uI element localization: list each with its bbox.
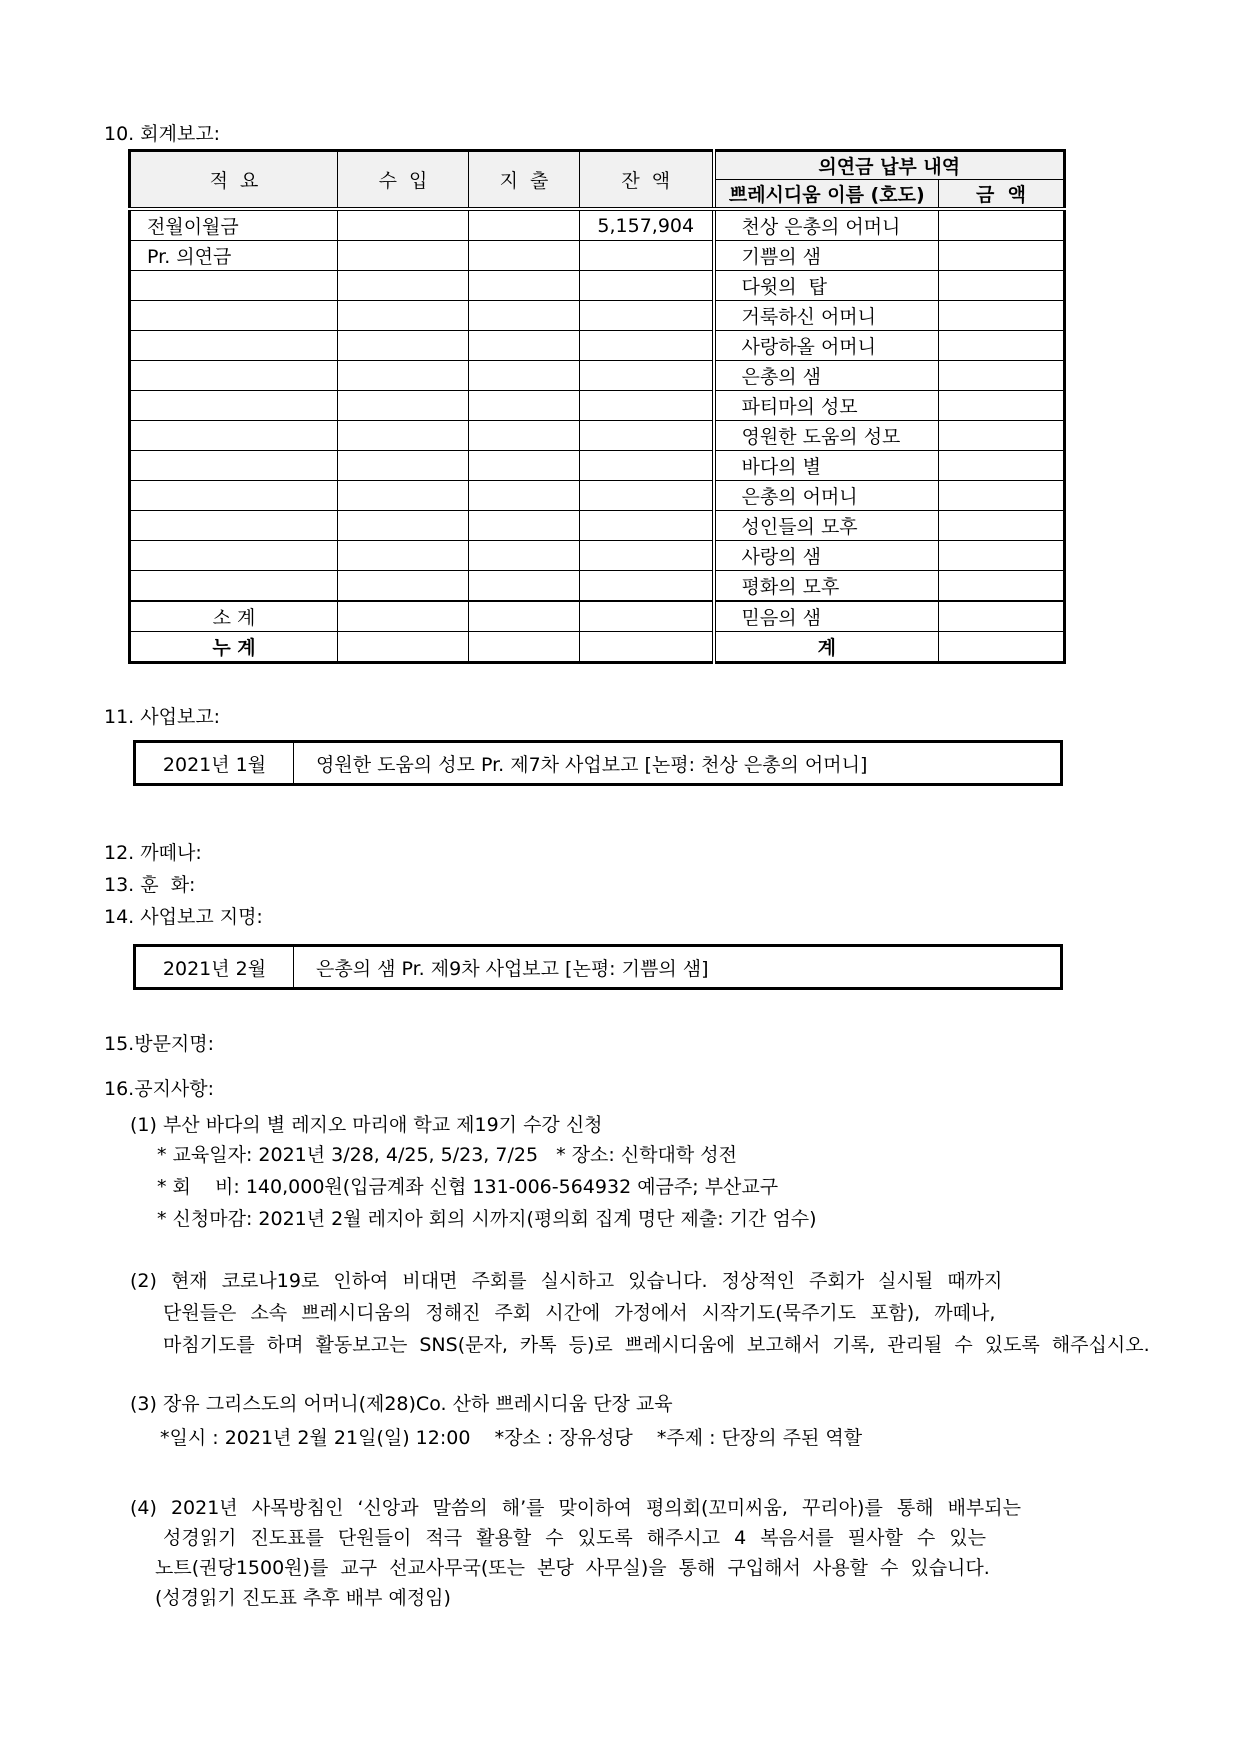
total-row [130, 632, 1065, 663]
presidium-cell: 계 [714, 632, 939, 663]
balance-cell [580, 271, 714, 301]
summary-cell [130, 331, 338, 361]
presidium-cell: 바다의 별 [714, 451, 939, 481]
amount-cell [939, 541, 1065, 571]
column-header-balance: 잔 액 [580, 151, 714, 210]
column-header-presidium: 쁘레시디움 이름 (호도) [714, 180, 939, 210]
presidium-cell: 기쁨의 샘 [714, 241, 939, 271]
balance-cell [580, 571, 714, 602]
notice-2-line1: (2) 현재 코로나19로 인하여 비대면 주회를 실시하고 있습니다. 정상적인 주회가 실시될 때까지 [130, 1270, 1003, 1292]
balance-cell [580, 632, 714, 663]
expense-cell [469, 331, 580, 361]
income-cell [338, 271, 469, 301]
expense-cell [469, 571, 580, 602]
table-row [135, 946, 1062, 989]
section-10-heading: 10. 회계보고: [104, 123, 221, 145]
table-row [130, 301, 1065, 331]
income-cell [338, 421, 469, 451]
table-row [130, 571, 1065, 602]
expense-cell [469, 271, 580, 301]
presidium-cell: 거룩하신 어머니 [714, 301, 939, 331]
amount-cell [939, 421, 1065, 451]
summary-cell [130, 421, 338, 451]
notice-1-title: (1) 부산 바다의 별 레지오 마리애 학교 제19기 수강 신청 [130, 1114, 603, 1136]
notice-1-deadline-line: * 신청마감: 2021년 2월 레지아 회의 시까지(평의회 집계 명단 제출: 기간 엄수) [157, 1208, 817, 1230]
amount-cell [939, 391, 1065, 421]
column-header-income: 수 입 [338, 151, 469, 210]
notice-4-line3: 노트(권당1500원)를 교구 선교사무국(또는 본당 사무실)을 통해 구입해서 사용할 수 있습니다. [155, 1557, 990, 1579]
notice-1-fee-line: * 회 비: 140,000원(입금계좌 신협 131-006-564932 예금주; 부산교구 [157, 1176, 779, 1198]
amount-cell [939, 331, 1065, 361]
notice-3-title: (3) 장유 그리스도의 어머니(제28)Co. 산하 쁘레시디움 단장 교육 [130, 1393, 673, 1415]
presidium-cell: 사랑하올 어머니 [714, 331, 939, 361]
amount-cell [939, 632, 1065, 663]
report-description-cell: 영원한 도움의 성모 Pr. 제7차 사업보고 [논평: 천상 은총의 어머니] [294, 742, 1062, 785]
balance-cell [580, 541, 714, 571]
income-cell [338, 209, 469, 241]
income-cell [338, 301, 469, 331]
income-cell [338, 451, 469, 481]
summary-cell: 전월이월금 [130, 209, 338, 241]
income-cell [338, 601, 469, 632]
expense-cell [469, 451, 580, 481]
balance-cell [580, 391, 714, 421]
expense-cell [469, 511, 580, 541]
balance-cell [580, 511, 714, 541]
summary-cell [130, 511, 338, 541]
income-cell [338, 361, 469, 391]
expense-cell [469, 241, 580, 271]
balance-cell [580, 331, 714, 361]
table-row [130, 541, 1065, 571]
expense-cell [469, 601, 580, 632]
expense-cell [469, 632, 580, 663]
summary-cell [130, 541, 338, 571]
amount-cell [939, 301, 1065, 331]
income-cell [338, 331, 469, 361]
income-cell [338, 541, 469, 571]
expense-cell [469, 391, 580, 421]
table-row [130, 331, 1065, 361]
accounting-table-header [130, 151, 1065, 210]
section-15-heading: 15.방문지명: [104, 1033, 215, 1055]
balance-cell [580, 301, 714, 331]
presidium-cell: 믿음의 샘 [714, 601, 939, 632]
presidium-cell: 평화의 모후 [714, 571, 939, 602]
accounting-table [128, 149, 1066, 664]
summary-cell: Pr. 의연금 [130, 241, 338, 271]
presidium-cell: 다윗의 탑 [714, 271, 939, 301]
notice-2-line2: 단원들은 소속 쁘레시디움의 정해진 주회 시간에 가정에서 시작기도(묵주기도 포함), 까떼나, [163, 1302, 996, 1324]
column-header-amount: 금 액 [939, 180, 1065, 210]
table-row [130, 361, 1065, 391]
expense-cell [469, 541, 580, 571]
subtotal-row [130, 601, 1065, 632]
notice-4-line2: 성경읽기 진도표를 단원들이 적극 활용할 수 있도록 해주시고 4 복음서를 필사할 수 있는 [163, 1527, 986, 1549]
summary-cell: 누 계 [130, 632, 338, 663]
report-description-cell: 은총의 샘 Pr. 제9차 사업보고 [논평: 기쁨의 샘] [294, 946, 1062, 989]
section-12-heading: 12. 까떼나: [104, 842, 202, 864]
balance-cell [580, 481, 714, 511]
table-row [130, 271, 1065, 301]
report-month-cell: 2021년 2월 [135, 946, 294, 989]
amount-cell [939, 271, 1065, 301]
accounting-table-body [130, 209, 1065, 663]
amount-cell [939, 571, 1065, 602]
balance-cell [580, 601, 714, 632]
income-cell [338, 241, 469, 271]
presidium-cell: 은총의 샘 [714, 361, 939, 391]
income-cell [338, 511, 469, 541]
table-row [130, 481, 1065, 511]
presidium-cell: 파티마의 성모 [714, 391, 939, 421]
amount-cell [939, 601, 1065, 632]
presidium-cell: 성인들의 모후 [714, 511, 939, 541]
summary-cell [130, 301, 338, 331]
table-row [130, 209, 1065, 241]
presidium-cell: 은총의 어머니 [714, 481, 939, 511]
balance-cell: 5,157,904 [580, 209, 714, 241]
balance-cell [580, 421, 714, 451]
summary-cell [130, 271, 338, 301]
column-header-expense: 지 출 [469, 151, 580, 210]
expense-cell [469, 421, 580, 451]
balance-cell [580, 361, 714, 391]
section-13-heading: 13. 훈 화: [104, 874, 196, 896]
notice-3-detail-line: *일시 : 2021년 2월 21일(일) 12:00 *장소 : 장유성당 *주제 : 단장의 주된 역할 [160, 1427, 863, 1449]
amount-cell [939, 511, 1065, 541]
balance-cell [580, 451, 714, 481]
notice-1-date-line: * 교육일자: 2021년 3/28, 4/25, 5/23, 7/25 * 장소: 신학대학 성전 [157, 1144, 738, 1166]
table-row [130, 421, 1065, 451]
summary-cell [130, 361, 338, 391]
table-row [135, 742, 1062, 785]
table-row [130, 511, 1065, 541]
summary-cell: 소 계 [130, 601, 338, 632]
column-header-donation-group: 의연금 납부 내역 [714, 151, 1065, 180]
table-row [130, 451, 1065, 481]
expense-cell [469, 301, 580, 331]
notice-2-line3: 마침기도를 하며 활동보고는 SNS(문자, 카톡 등)로 쁘레시디움에 보고해서 기록, 관리될 수 있도록 해주십시오. [163, 1334, 1150, 1356]
business-report-table [133, 740, 1063, 786]
report-month-cell: 2021년 1월 [135, 742, 294, 785]
section-11-heading: 11. 사업보고: [104, 706, 221, 728]
amount-cell [939, 451, 1065, 481]
notice-4-line1: (4) 2021년 사목방침인 ‘신앙과 말씀의 해’를 맞이하여 평의회(꼬미씨움, 꾸리아)를 통해 배부되는 [130, 1497, 1021, 1519]
amount-cell [939, 241, 1065, 271]
summary-cell [130, 571, 338, 602]
amount-cell [939, 361, 1065, 391]
presidium-cell: 천상 은총의 어머니 [714, 209, 939, 241]
section-14-heading: 14. 사업보고 지명: [104, 906, 263, 928]
amount-cell [939, 209, 1065, 241]
amount-cell [939, 481, 1065, 511]
income-cell [338, 632, 469, 663]
column-header-summary: 적 요 [130, 151, 338, 210]
section-16-heading: 16.공지사항: [104, 1078, 215, 1100]
balance-cell [580, 241, 714, 271]
summary-cell [130, 481, 338, 511]
income-cell [338, 571, 469, 602]
expense-cell [469, 209, 580, 241]
report-assignment-table [133, 944, 1063, 990]
presidium-cell: 사랑의 샘 [714, 541, 939, 571]
table-row [130, 391, 1065, 421]
expense-cell [469, 361, 580, 391]
notice-4-line4: (성경읽기 진도표 추후 배부 예정임) [155, 1587, 451, 1609]
income-cell [338, 391, 469, 421]
presidium-cell: 영원한 도움의 성모 [714, 421, 939, 451]
summary-cell [130, 451, 338, 481]
summary-cell [130, 391, 338, 421]
income-cell [338, 481, 469, 511]
expense-cell [469, 481, 580, 511]
table-row [130, 241, 1065, 271]
